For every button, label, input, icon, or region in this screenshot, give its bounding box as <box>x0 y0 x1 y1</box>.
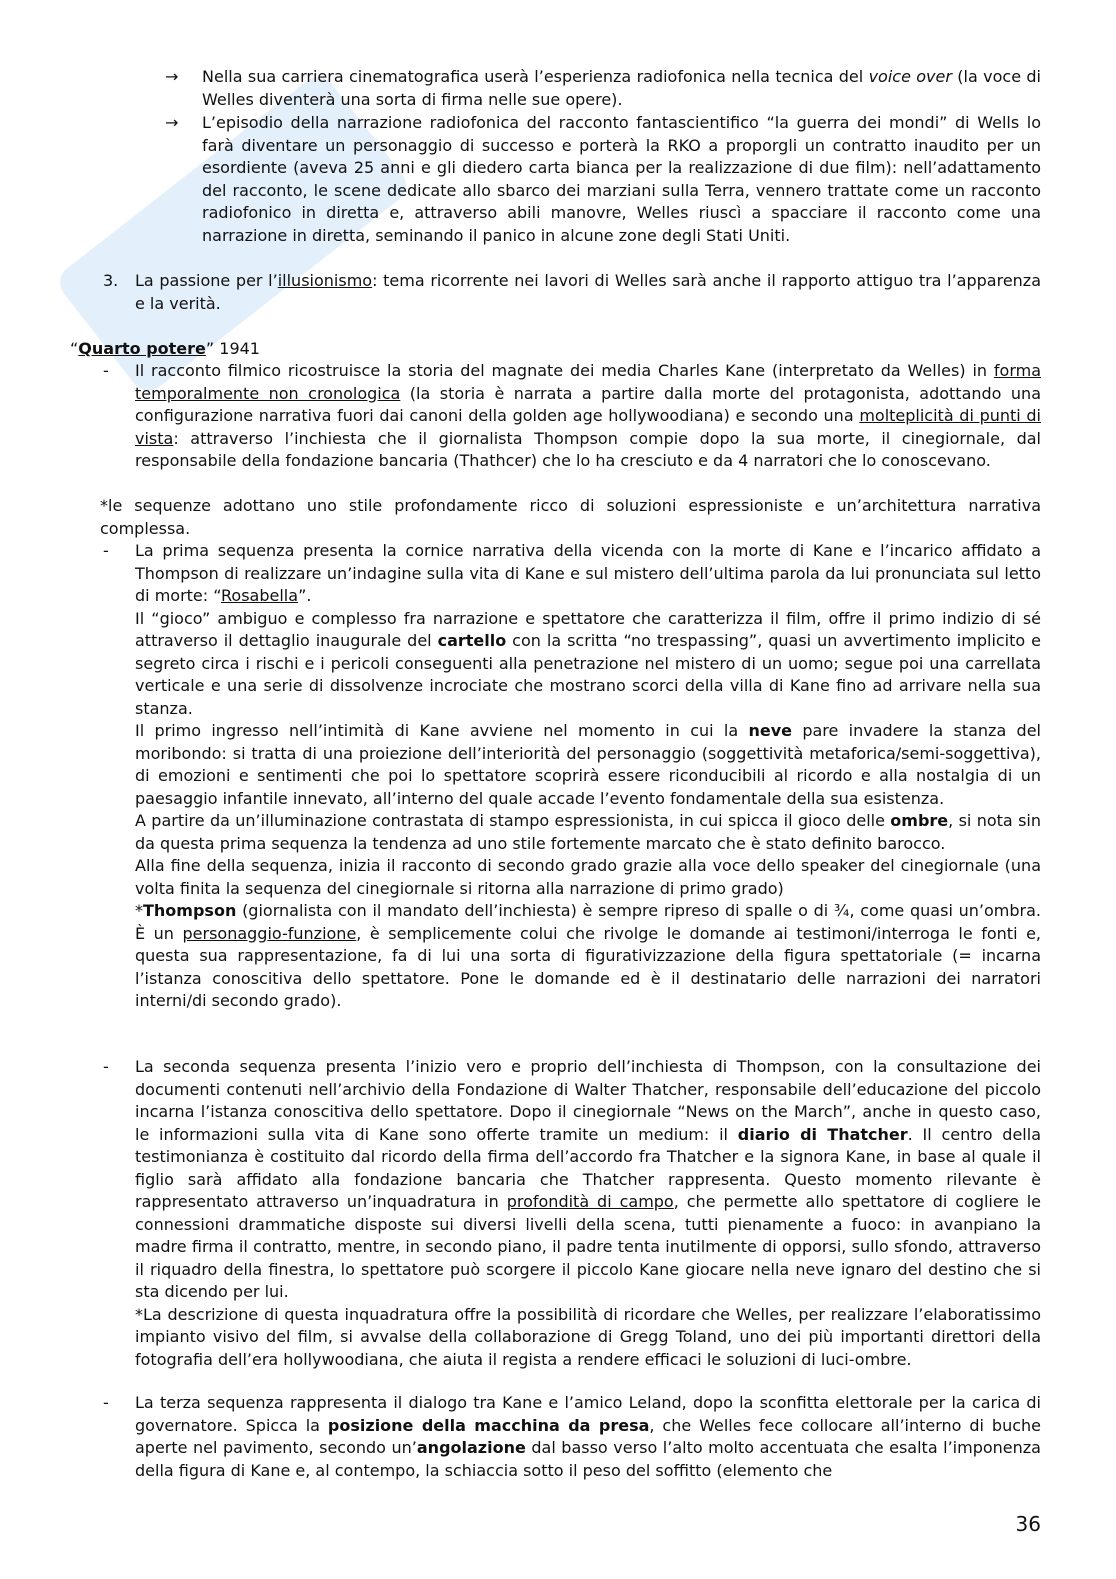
paragraph: La seconda sequenza presenta l’inizio vero e proprio dell’inchiesta di Thompson, con la consultazione dei documenti contenuti nell’archivio della Fondazione di Walter Thatcher, responsabile dell’educazione del piccolo incarna l’istanza conoscitiva dello spettatore. Dopo il cinegiornale “News on the March”, anche in questo caso, le informazioni sulla vita di Kane sono offerte tramite un medium: il diario di Thatcher. Il centro della testimonianza è costituito dal ricordo della firma dell’accordo fra Thatcher e la signora Kane, in base al quale il figlio sarà affidato alla fondazione bancaria che Thatcher rappresenta. Questo momento rilevante è rappresentato attraverso un’inquadratura in profondità di campo, che permette allo spettatore di cogliere le connessioni drammatiche disposte sui diversi livelli della scena, tutti pienamente a fuoco: in avanpiano la madre firma il contratto, mentre, in secondo piano, il padre tenta inutilmente di opporsi, sullo sfondo, attraverso il riquadro della finestra, lo spettatore può scorgere il piccolo Kane giocare nella neve ignaro del destino che si sta dicendo per lui. <box>135 1057 1042 1301</box>
film-title: Quarto potere <box>78 339 206 358</box>
dash-bullet: - <box>103 1393 109 1412</box>
arrow-item-guerra-dei-mondi <box>165 112 1041 247</box>
page-number: 36 <box>1015 1512 1041 1536</box>
paragraph: Il “gioco” ambiguo e complesso fra narrazione e spettatore che caratterizza il film, offre il primo indizio di sé attraverso il dettaglio inaugurale del cartello con la scritta “no trespassing”, quasi un avvertimento implicito e segreto circa i rischi e i pericoli conseguenti alla penetrazione nel mistero di un uomo; segue poi una carrellata verticale e una serie di dissolvenze incrociate che mostrano scorci della villa di Kane fino ad arrivare nella sua stanza. <box>135 608 1041 718</box>
arrow-bullet: → <box>165 113 179 132</box>
item-text: La passione per l’illusionismo: tema ricorrente nei lavori di Welles sarà anche il rapporto attiguo tra l’apparenza e la verità. <box>135 271 1042 313</box>
paragraph: *La descrizione di questa inquadratura offre la possibilità di ricordare che Welles, per realizzare l’elaboratissimo impianto visivo del film, si avvalse della collaborazione di Gregg Toland, uno dei più importanti direttori della fotografia dell’era hollywoodiana, che aiuta il regista a rendere efficaci le soluzioni di luci-ombre. <box>135 1304 1041 1369</box>
dash-bullet: - <box>103 361 109 380</box>
list-number: 3. <box>103 271 119 290</box>
section-heading: “Quarto potere” 1941 <box>70 339 260 358</box>
dash-item-seconda-sequenza <box>103 1056 1041 1371</box>
dash-item-prima-sequenza <box>103 540 1041 1013</box>
arrow-item-voice-over <box>165 66 1041 111</box>
paragraph: *Thompson (giornalista con il mandato dell’inchiesta) è sempre ripreso di spalle o di ¾, come quasi un’ombra. È un personaggio-funzione, è semplicemente colui che rivolge le domande ai testimoni/interroga le fonti e, questa sua rappresentazione, fa di lui una sorta di figurativizzazione della figura spettatoriale (= incarna l’istanza conoscitiva dello spettatore. Pone le domande ed è il destinatario delle narrazioni dei narratori interni/di secondo grado). <box>135 901 1042 1010</box>
film-year: 1941 <box>214 339 260 358</box>
item-text: Nella sua carriera cinematografica userà l’esperienza radiofonica nella tecnica del voice over (la voce di Welles diventerà una sorta di firma nelle sue opere). <box>202 67 1041 109</box>
dash-item-terza-sequenza <box>103 1392 1041 1482</box>
dash-bullet: - <box>103 541 109 560</box>
dash-bullet: - <box>103 1057 109 1076</box>
paragraph: Il primo ingresso nell’intimità di Kane avviene nel momento in cui la neve pare invadere la stanza del moribondo: si tratta di una proiezione dell’interiorità del personaggio (soggettività metaforica/semi-soggettiva), di emozioni e sentimenti che poi lo spettatore scoprirà essere riconducibili al ricordo e alla nostalgia di un paesaggio infantile innevato, all’interno del quale accade l’evento fondamentale della sua esistenza. <box>135 721 1042 808</box>
item-text: Il racconto filmico ricostruisce la storia del magnate dei media Charles Kane (interpretato da Welles) in forma temporalmente non cronologica (la storia è narrata a partire dalla morte del protagonista, adottando una configurazione narrativa fuori dai canoni della golden age hollywoodiana) e secondo una molteplicità di punti di vista: attraverso l’inchiesta che il giornalista Thompson compie dopo la sua morte, il cinegiornale, dal responsabile della fondazione bancaria (Thathcer) che lo ha cresciuto e da 4 narratori che lo conoscevano. <box>135 361 1042 470</box>
dash-item-racconto-filmico <box>103 360 1041 473</box>
paragraph: Alla fine della sequenza, inizia il racconto di secondo grado grazie alla voce dello speaker del cinegiornale (una volta finita la sequenza del cinegiornale si ritorna alla narrazione di primo grado) <box>135 856 1041 898</box>
numbered-item-illusionismo <box>103 270 1041 315</box>
paragraph: A partire da un’illuminazione contrastata di stampo espressionista, in cui spicca il gioco delle ombre, si nota sin da questa prima sequenza la tendenza ad uno stile fortemente marcato che è stato definito barocco. <box>135 811 1041 853</box>
paragraph: La prima sequenza presenta la cornice narrativa della vicenda con la morte di Kane e l’incarico affidato a Thompson di realizzare un’indagine sulla vita di Kane e sul mistero dell’ultima parola da lui pronunciata sul letto di morte: “Rosabella”. <box>135 541 1041 605</box>
item-text: L’episodio della narrazione radiofonica del racconto fantascientifico “la guerra dei mondi” di Wells lo farà diventare un personaggio di successo e porterà la RKO a proporgli un contratto inaudito per un esordiente (aveva 25 anni e gli diedero carta bianca per la realizzazione di due film): nell’adattamento del racconto, le scene dedicate allo sbarco dei marziani sulla Terra, vennero trattate come un racconto radiofonico in diretta e, attraverso abili manovre, Welles riuscì a spacciare il racconto come una narrazione in diretta, seminando il panico in alcune zone degli Stati Uniti. <box>202 113 1041 245</box>
arrow-bullet: → <box>165 67 179 86</box>
note-sequenze: *le sequenze adottano uno stile profondamente ricco di soluzioni espressioniste e un’architettura narrativa complessa. <box>100 496 1041 538</box>
paragraph: La terza sequenza rappresenta il dialogo tra Kane e l’amico Leland, dopo la sconfitta elettorale per la carica di governatore. Spicca la posizione della macchina da presa, che Welles fece collocare all’interno di buche aperte nel pavimento, secondo un’angolazione dal basso verso l’alto molto accentuata che esalta l’imponenza della figura di Kane e, al contempo, la schiaccia sotto il peso del soffitto (elemento che <box>135 1393 1041 1480</box>
